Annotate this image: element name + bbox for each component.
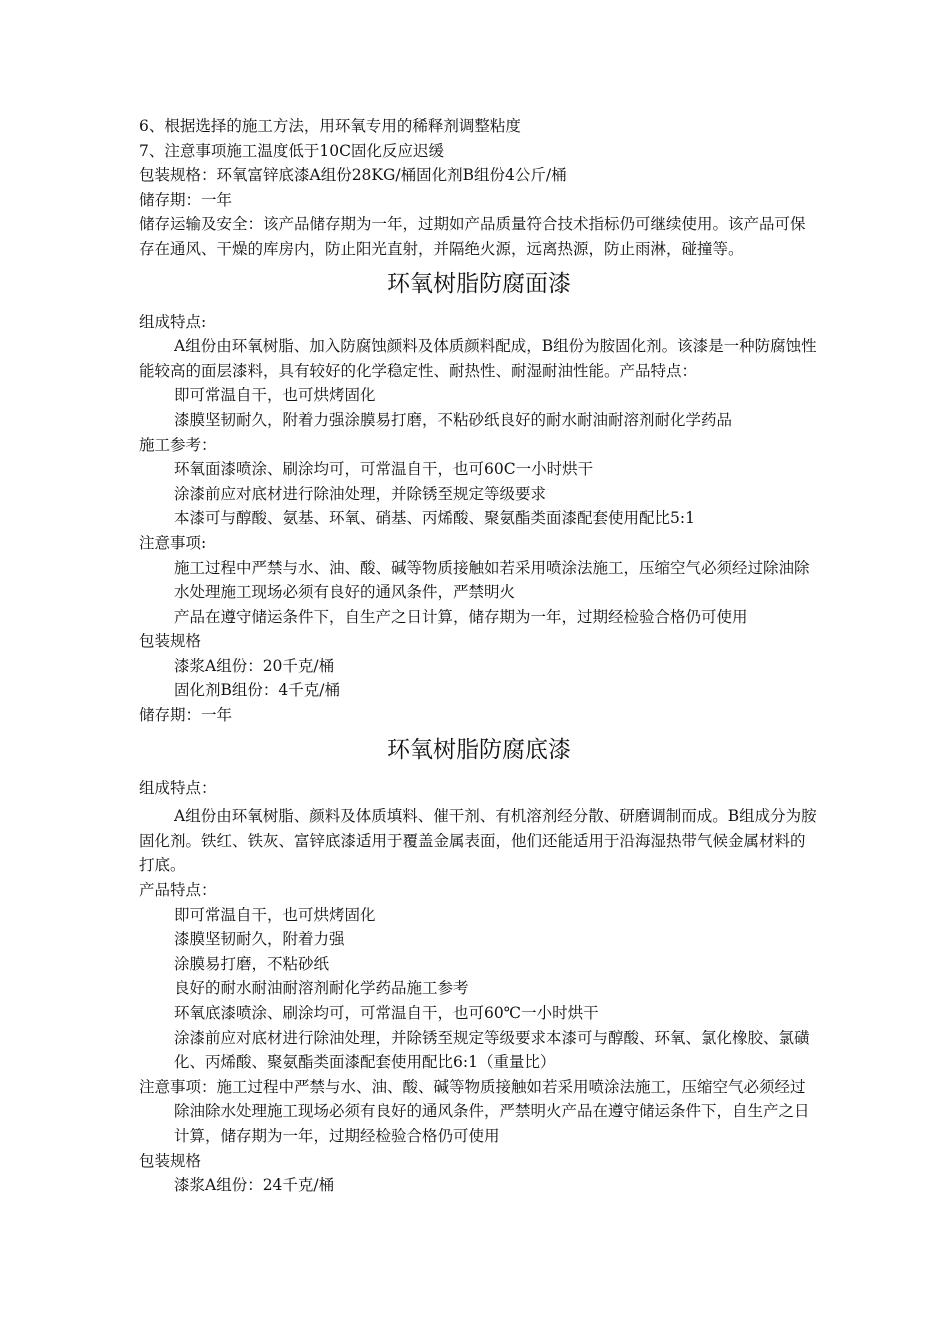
document-content (139, 114, 819, 1198)
topcoat-feature-2: 漆膜坚韧耐久，附着力强涂膜易打磨，不粘砂纸良好的耐水耐油耐溶剂耐化学药品 (174, 410, 733, 429)
topcoat-title: 环氧树脂防腐面漆 (387, 270, 571, 297)
topcoat-notes-2: 产品在遵守储运条件下，自生产之日计算，储存期为一年，过期经检验合格仍可使用 (174, 607, 748, 626)
primer-feature-2: 漆膜坚韧耐久，附着力强 (174, 930, 345, 949)
primer-feature-1: 即可常温自干，也可烘烤固化 (174, 905, 376, 924)
primer-packaging-a: 漆浆A组份：24千克/桶 (174, 1176, 335, 1195)
intro-shelf-life: 储存期：一年 (139, 190, 233, 209)
primer-construction-2: 涂漆前应对底材进行除油处理，并除锈至规定等级要求本漆可与醇酸、环氧、氯化橡胶、氯磺化、丙烯酸、聚氨酯类面漆配套使用配比6:1（重量比） (174, 1028, 810, 1072)
topcoat-packaging-label: 包装规格 (139, 632, 202, 651)
topcoat-packaging-a: 漆浆A组份：20千克/桶 (174, 656, 335, 675)
topcoat-construction-2: 涂漆前应对底材进行除油处理，并除锈至规定等级要求 (174, 484, 547, 503)
primer-feature-4: 良好的耐水耐油耐溶剂耐化学药品施工参考 (174, 979, 469, 998)
topcoat-construction-1: 环氧面漆喷涂、刷涂均可，可常温自干，也可60C一小时烘干 (174, 460, 594, 479)
intro-step7: 7、注意事项施工温度低于10C固化反应迟缓 (139, 141, 444, 160)
topcoat-construction-label: 施工参考： (139, 435, 217, 454)
intro-packaging: 包装规格：环氧富锌底漆A组份28KG/桶固化剂B组份4公斤/桶 (139, 166, 567, 185)
topcoat-construction-3: 本漆可与醇酸、氨基、环氧、硝基、丙烯酸、聚氨酯类面漆配套使用配比5:1 (174, 509, 695, 528)
primer-features-label: 产品特点： (139, 881, 217, 900)
primer-composition-text: A组份由环氧树脂、颜料及体质填料、催干剂、有机溶剂经分散、研磨调制而成。B组成分为胺固化剂。铁红、铁灰、富锌底漆适用于覆盖金属表面，他们还能适用于沿海湿热带气候金属材料的打底。 (139, 807, 817, 875)
primer-title: 环氧树脂防腐底漆 (387, 736, 571, 763)
topcoat-notes-label: 注意事项: (139, 533, 207, 552)
intro-step6: 6、根据选择的施工方法，用环氧专用的稀释剂调整粘度 (139, 117, 521, 135)
primer-construction-1: 环氧底漆喷涂、刷涂均可，可常温自干，也可60℃一小时烘干 (174, 1004, 599, 1022)
intro-storage-safety: 储存运输及安全：该产品储存期为一年，过期如产品质量符合技术指标仍可继续使用。该产品可保存在通风、干燥的库房内，防止阳光直射，并隔绝火源，远离热源，防止雨淋，碰撞等。 (139, 215, 806, 258)
topcoat-notes-1: 施工过程中严禁与水、油、酸、碱等物质接触如若采用喷涂法施工，压缩空气必须经过除油除水处理施工现场必须有良好的通风条件，严禁明火 (174, 558, 810, 602)
primer-feature-3: 涂膜易打磨，不粘砂纸 (174, 954, 330, 973)
topcoat-composition-text: A组份由环氧树脂、加入防腐蚀颜料及体质颜料配成，B组份为胺固化剂。该漆是一种防腐蚀性能较高的面层漆料，具有较好的化学稳定性、耐热性、耐湿耐油性能。产品特点： (139, 337, 817, 380)
topcoat-shelf-life: 储存期：一年 (139, 706, 233, 725)
primer-notes: 注意事项：施工过程中严禁与水、油、酸、碱等物质接触如若采用喷涂法施工，压缩空气必须经过除油除水处理施工现场必须有良好的通风条件，严禁明火产品在遵守储运条件下，自生产之日计算，储存期为一年，过期经检验合格仍可使用 (139, 1077, 810, 1145)
topcoat-packaging-b: 固化剂B组份：4千克/桶 (174, 681, 340, 700)
primer-composition-label: 组成特点： (139, 778, 217, 797)
primer-packaging-label: 包装规格 (139, 1151, 202, 1170)
topcoat-composition-label: 组成特点: (139, 312, 207, 331)
topcoat-feature-1: 即可常温自干，也可烘烤固化 (174, 386, 376, 405)
